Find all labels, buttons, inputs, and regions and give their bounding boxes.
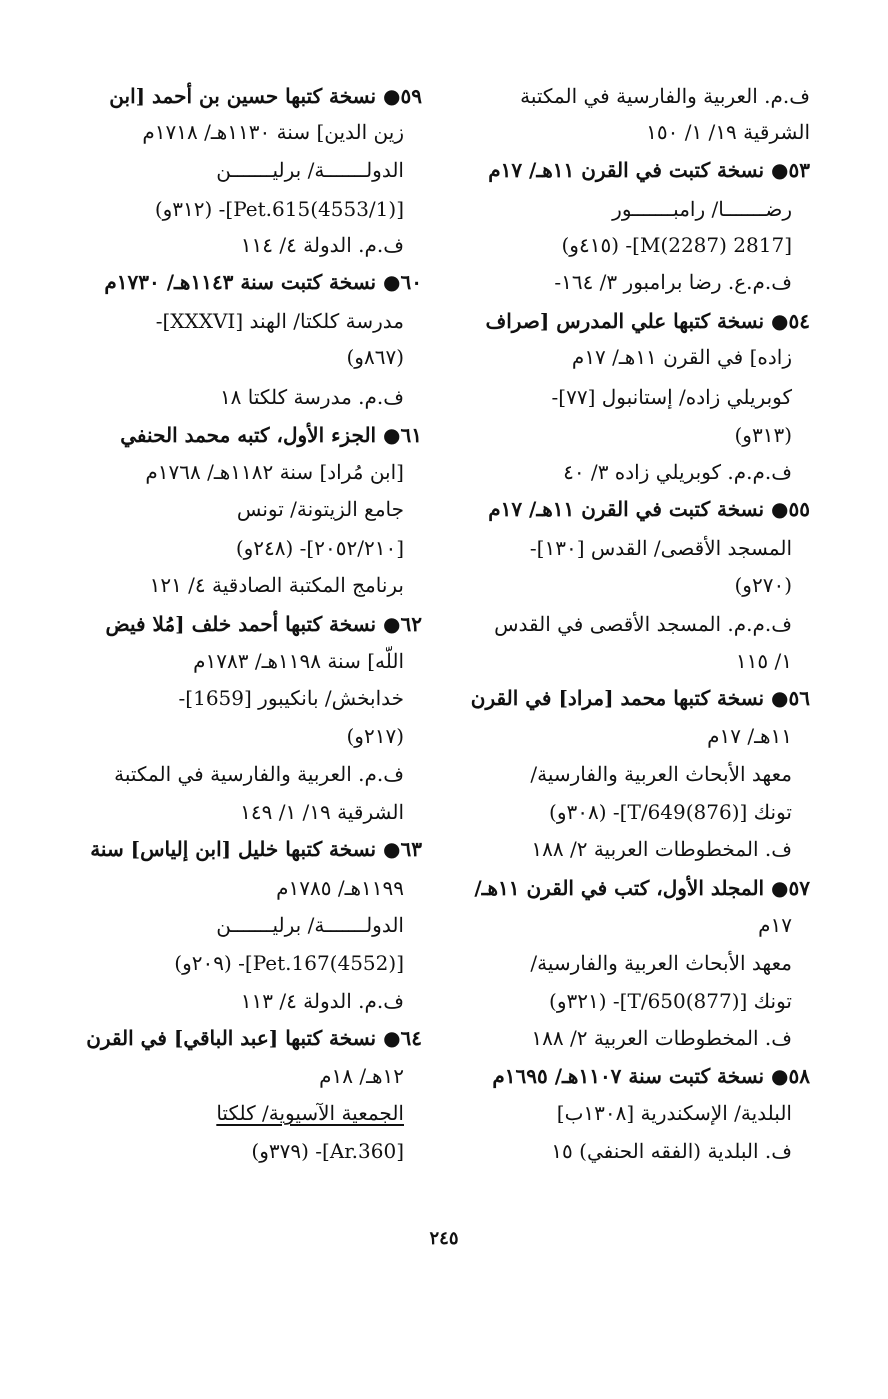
text-line: البلدية/ الإسكندرية [١٣٠٨ب] <box>556 1101 792 1125</box>
text-line: ف. المخطوطات العربية ٢/ ١٨٨ <box>531 837 792 861</box>
text-line: ف.م. الدولة ٤/ ١١٤ <box>240 233 404 257</box>
text-line: ف.م. العربية والفارسية في المكتبة <box>114 762 404 786</box>
left-column <box>82 0 422 1180</box>
text-line: [Pet.615(4553/1)]- (٣١٢و) <box>154 197 404 221</box>
text-line: زاده] في القرن ١١هـ/ ١٧م <box>571 345 792 369</box>
text-line: مدرسة كلكتا/ الهند [XXXVI]- <box>155 309 404 333</box>
text-line: ف.م. العربية والفارسية في المكتبة <box>520 84 810 108</box>
text-line: رضـــــــا/ رامبـــــــور <box>612 197 792 221</box>
text-line: ١٧م <box>758 913 792 937</box>
entry-heading: ٥٥● نسخة كتبت في القرن ١١هـ/ ١٧م <box>488 497 810 521</box>
text-line: معهد الأبحاث العربية والفارسية/ <box>530 951 792 975</box>
text-line: كوبريلي زاده/ إستانبول [٧٧]- <box>551 385 792 409</box>
right-column <box>470 0 810 1180</box>
entry-heading: ٥٩● نسخة كتبها حسين بن أحمد [ابن <box>109 84 422 108</box>
entry-heading: ٥٤● نسخة كتبها علي المدرس [صراف <box>485 309 810 333</box>
text-line: الدولـــــــة/ برليـــــــن <box>216 158 404 182</box>
text-line: ١١هـ/ ١٧م <box>707 724 792 748</box>
text-line: برنامج المكتبة الصادقية ٤/ ١٢١ <box>149 573 404 597</box>
entry-heading: ٥٨● نسخة كتبت سنة ١١٠٧هـ/ ١٦٩٥م <box>492 1064 810 1088</box>
text-line: ١١٩٩هـ/ ١٧٨٥م <box>276 876 404 900</box>
text-line: (٣١٣و) <box>734 423 792 447</box>
entry-heading: ٦٠● نسخة كتبت سنة ١١٤٣هـ/ ١٧٣٠م <box>104 270 422 294</box>
entry-heading: ٦٤● نسخة كتبها [عبد الباقي] في القرن <box>86 1026 422 1050</box>
entry-heading: ٥٦● نسخة كتبها محمد [مراد] في القرن <box>470 686 810 710</box>
text-line: ف.م.م. المسجد الأقصى في القدس <box>494 612 792 636</box>
text-line: [٢٠٥٢/٢١٠]- (٢٤٨و) <box>235 536 404 560</box>
text-line: (٨٦٧و) <box>346 345 404 369</box>
entry-heading: ٦٣● نسخة كتبها خليل [ابن إلياس] سنة <box>90 837 422 861</box>
text-line: الدولـــــــة/ برليـــــــن <box>216 913 404 937</box>
text-line: [Ar.360]- (٣٧٩و) <box>251 1139 404 1163</box>
text-line: الشرقية ١٩/ ١/ ١٤٩ <box>240 800 404 824</box>
text-line: ف.م. الدولة ٤/ ١١٣ <box>240 989 404 1013</box>
text-line: تونك [T/650(877)]- (٣٢١و) <box>549 989 792 1013</box>
text-line: جامع الزيتونة/ تونس <box>236 497 404 521</box>
text-line: (٢١٧و) <box>346 724 404 748</box>
entry-heading: ٥٣● نسخة كتبت في القرن ١١هـ/ ١٧م <box>488 158 810 182</box>
text-line: ف.م. مدرسة كلكتا ١٨ <box>219 385 404 409</box>
text-line: خدابخش/ بانكيبور [1659]- <box>178 686 404 710</box>
text-line: ف. البلدية (الفقه الحنفي) ١٥ <box>551 1139 792 1163</box>
text-line: الشرقية ١٩/ ١/ ١٥٠ <box>646 120 810 144</box>
page-number: ٢٤٥ <box>429 1228 459 1249</box>
text-line: ١٢هـ/ ١٨م <box>319 1064 404 1088</box>
text-line: ف. المخطوطات العربية ٢/ ١٨٨ <box>531 1026 792 1050</box>
text-line: [Pet.167(4552)]- (٢٠٩و) <box>174 951 404 975</box>
text-line: تونك [T/649(876)]- (٣٠٨و) <box>549 800 792 824</box>
text-line: (٢٧٠و) <box>734 573 792 597</box>
text-line: زين الدين] سنة ١١٣٠هـ/ ١٧١٨م <box>142 120 404 144</box>
text-line: ١/ ١١٥ <box>735 649 792 673</box>
entry-heading: ٦١● الجزء الأول، كتبه محمد الحنفي <box>120 423 422 447</box>
entry-heading: ٦٢● نسخة كتبها أحمد خلف [مُلا فيض <box>105 612 422 636</box>
text-line: [ابن مُراد] سنة ١١٨٢هـ/ ١٧٦٨م <box>145 460 404 484</box>
text-line: [2817 M(2287)]- (٤١٥و) <box>561 233 792 257</box>
text-line: ف.م.ع. رضا برامبور ٣/ ١٦٤- <box>554 270 792 294</box>
text-line: المسجد الأقصى/ القدس [١٣٠]- <box>529 536 792 560</box>
text-line: الجمعية الآسيوية/ كلكتا <box>216 1101 404 1125</box>
text-line: اللّه] سنة ١١٩٨هـ/ ١٧٨٣م <box>193 649 404 673</box>
text-line: ف.م.م. كوبريلي زاده ٣/ ٤٠ <box>563 460 792 484</box>
text-line: معهد الأبحاث العربية والفارسية/ <box>530 762 792 786</box>
entry-heading: ٥٧● المجلد الأول، كتب في القرن ١١هـ/ <box>474 876 810 900</box>
